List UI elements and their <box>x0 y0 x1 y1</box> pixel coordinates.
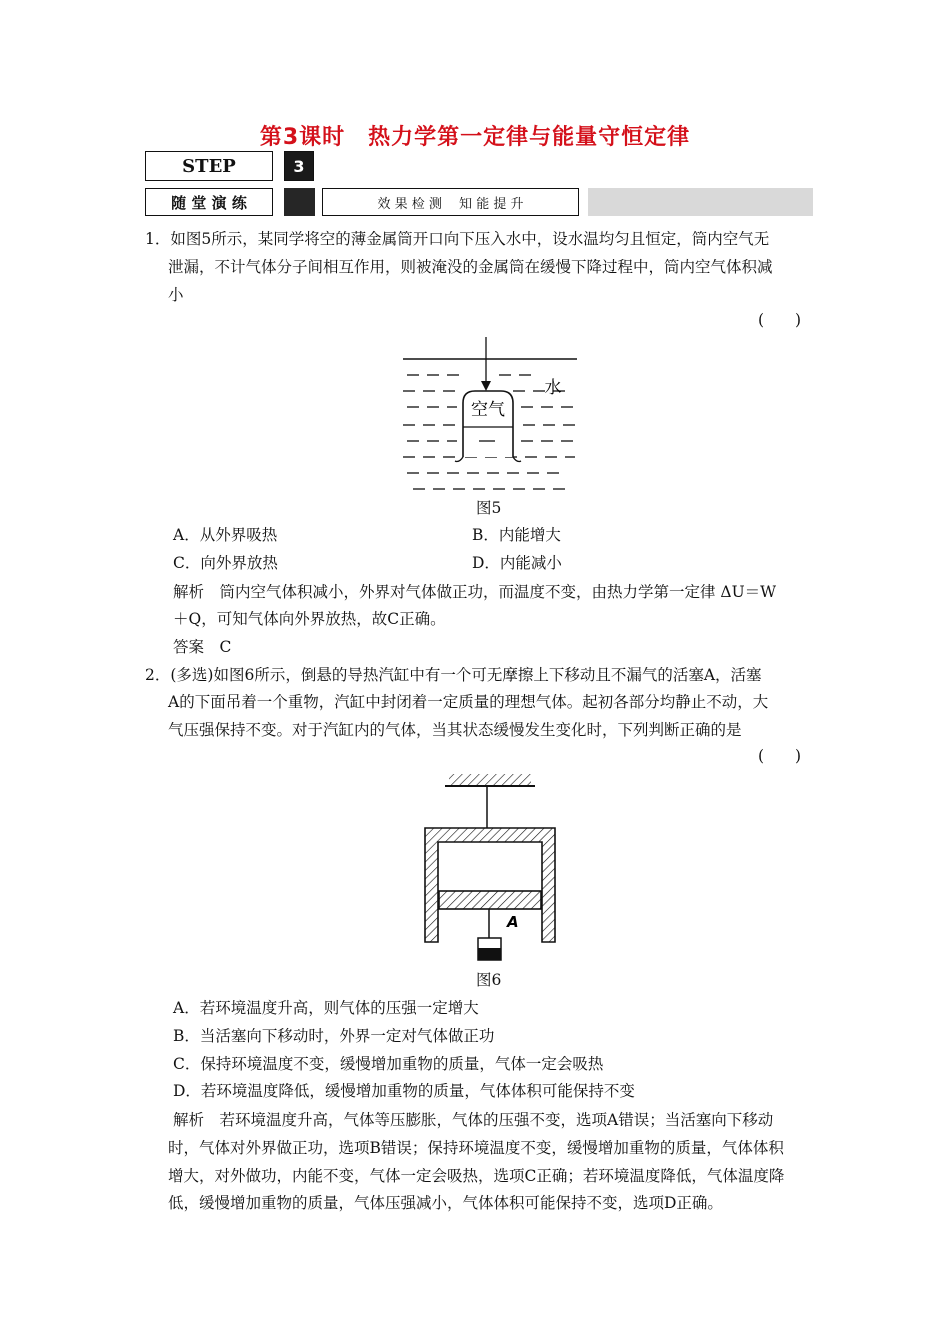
q2-line-2: A的下面吊着一个重物，汽缸中封闭着一定质量的理想气体。起初各部分均静止不动，大 <box>168 693 769 711</box>
step-number-box <box>284 151 314 181</box>
push-arrow-head <box>481 381 491 391</box>
q2-option-d: D．若环境温度降低，缓慢增加重物的质量，气体体积可能保持不变 <box>173 1082 635 1100</box>
section-sub: 效 果 检 测 知 能 提 升 <box>377 196 524 212</box>
q2-analysis-4: 低，缓慢增加重物的质量，气体压强减小，气体体积可能保持不变，选项D正确。 <box>168 1194 723 1212</box>
q1-answer-bracket: ( ) <box>758 311 802 329</box>
fig6-piston-label: A <box>507 913 519 931</box>
q1-option-b: B．内能增大 <box>472 526 561 544</box>
figure-6 <box>415 770 565 965</box>
q2-answer-bracket: ( ) <box>758 747 802 765</box>
step-label-box <box>145 151 273 181</box>
header-dark-block <box>284 188 315 216</box>
fig5-air-label: 空气 <box>471 400 505 420</box>
q1-option-c: C．向外界放热 <box>173 554 278 572</box>
fig5-caption: 图5 <box>476 499 502 517</box>
q2-analysis-2: 时，气体对外界做正功，选项B错误；保持环境温度不变，缓慢增加重物的质量，气体体积 <box>168 1139 784 1157</box>
q2-analysis-1: 解析 若环境温度升高，气体等压膨胀，气体的压强不变，选项A错误；当活塞向下移动 <box>173 1111 774 1129</box>
q2-analysis-3: 增大，对外做功，内能不变，气体一定会吸热，选项C正确；若环境温度降低，气体温度降 <box>168 1167 785 1185</box>
q1-option-d: D．内能减小 <box>472 554 562 572</box>
piston-a <box>439 891 541 909</box>
q2-option-c: C．保持环境温度不变，缓慢增加重物的质量，气体一定会吸热 <box>173 1055 604 1073</box>
q1-analysis-2: ＋Q，可知气体向外界放热，故C正确。 <box>173 610 446 628</box>
cylinder-lip-right <box>513 457 521 462</box>
figure-5 <box>395 335 585 495</box>
q1-answer: 答案 C <box>173 638 232 656</box>
section-label-box <box>145 188 273 216</box>
q2-line-1: 2．(多选)如图6所示，倒悬的导热汽缸中有一个可无摩擦上下移动且不漏气的活塞A，活塞 <box>145 666 762 684</box>
q2-line-3: 气压强保持不变。对于汽缸内的气体，当其状态缓慢发生变化时，下列判断正确的是 <box>168 721 742 739</box>
step-label: STEP <box>182 155 236 177</box>
q1-analysis-1: 解析 筒内空气体积减小，外界对气体做正功，而温度不变，由热力学第一定律 ΔU＝W <box>173 583 777 601</box>
q1-option-a: A．从外界吸热 <box>173 526 278 544</box>
fig5-water-label: 水 <box>544 378 562 398</box>
cylinder-lip-left <box>455 457 463 462</box>
ceiling-hatch <box>449 774 531 786</box>
q2-option-a: A．若环境温度升高，则气体的压强一定增大 <box>173 999 479 1017</box>
q1-line-2: 泄漏，不计气体分子间相互作用，则被淹没的金属筒在缓慢下降过程中，筒内空气体积减 <box>168 258 773 276</box>
q2-option-b: B．当活塞向下移动时，外界一定对气体做正功 <box>173 1027 495 1045</box>
fig6-caption: 图6 <box>476 971 502 989</box>
section-label: 随 堂 演 练 <box>171 193 247 212</box>
step-number: 3 <box>293 156 305 176</box>
q1-line-3: 小 <box>168 286 184 304</box>
page-title: 第3课时 热力学第一定律与能量守恒定律 <box>259 125 691 150</box>
q1-line-1: 1．如图5所示，某同学将空的薄金属筒开口向下压入水中，设水温均匀且恒定，筒内空气无 <box>145 230 770 248</box>
header-gray-bar <box>588 188 813 216</box>
section-sub-box <box>322 188 579 216</box>
cylinder-wall <box>425 828 555 942</box>
